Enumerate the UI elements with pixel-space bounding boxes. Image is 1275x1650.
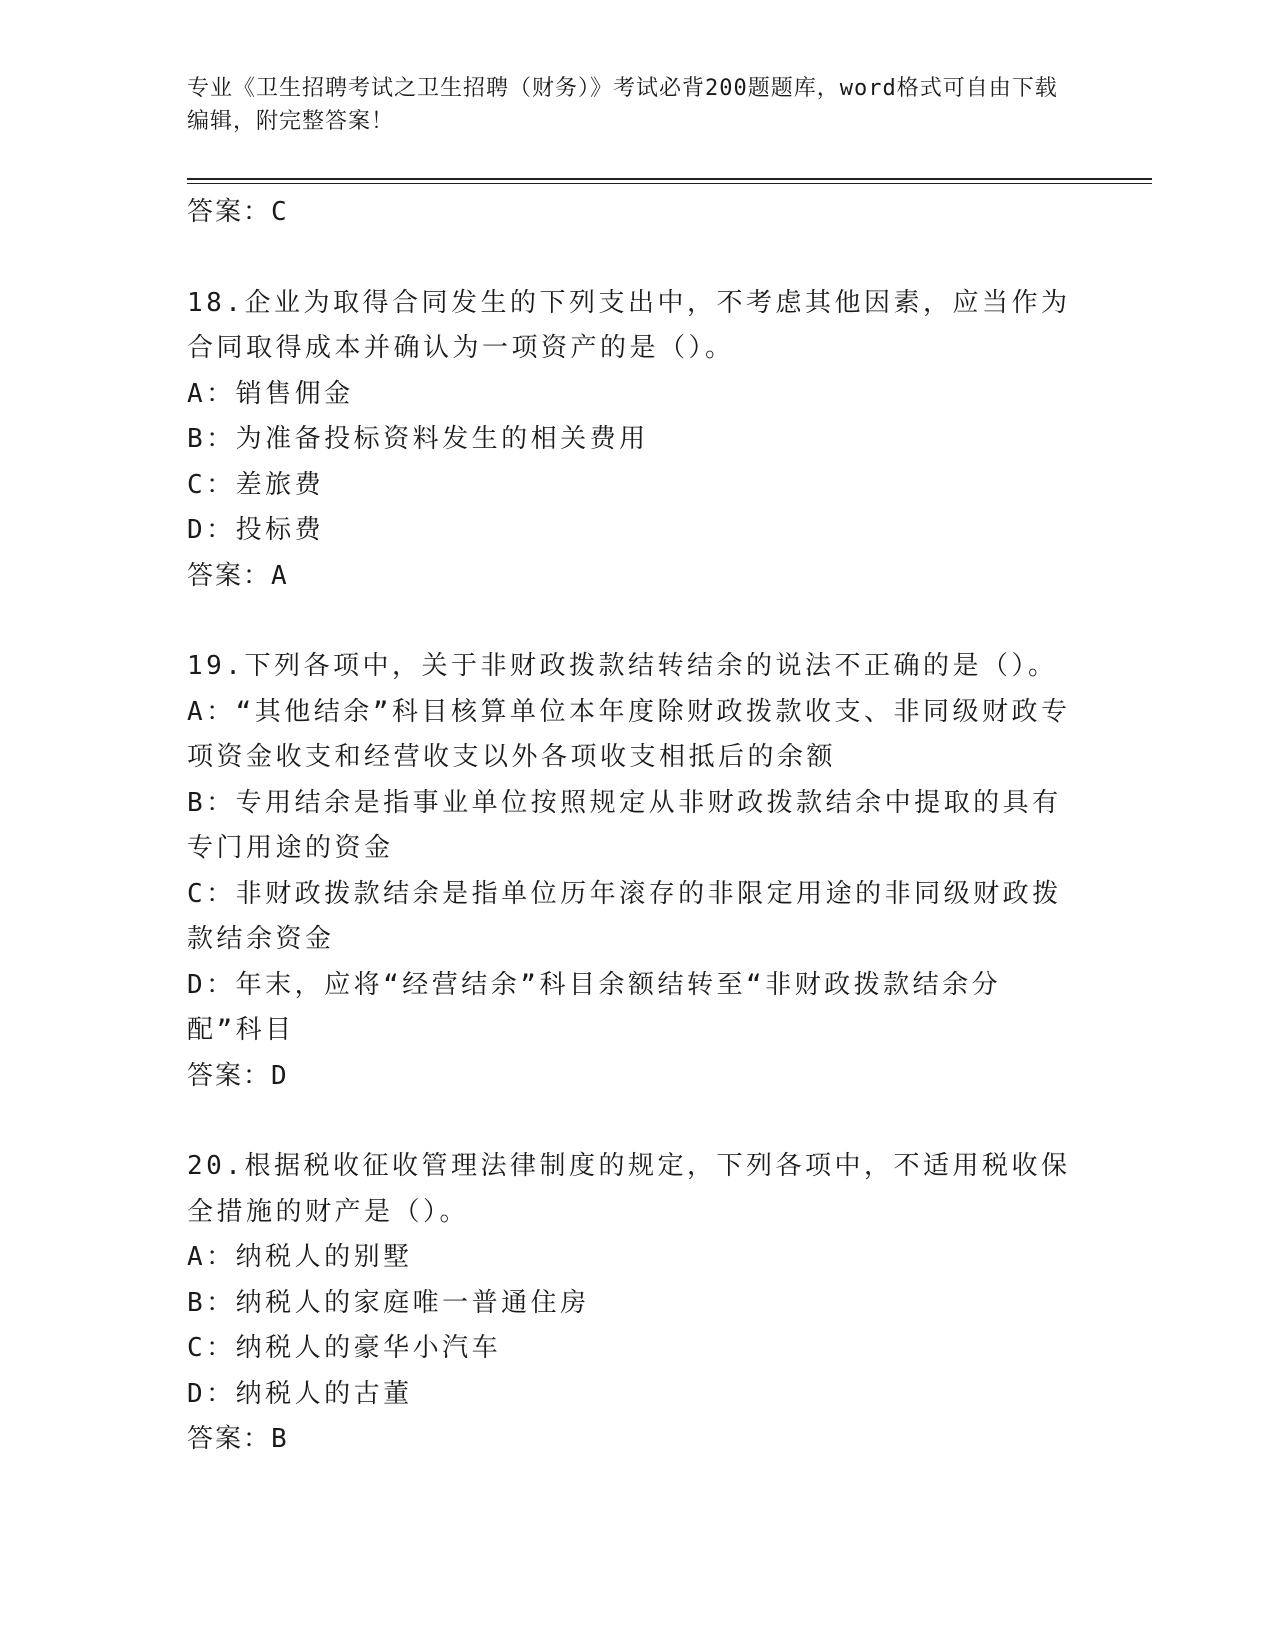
option-a: A：销售佣金 bbox=[187, 378, 354, 409]
answer-value: B bbox=[271, 1424, 289, 1454]
option-d: D：投标费 bbox=[187, 515, 325, 545]
document-header: 专业《卫生招聘考试之卫生招聘（财务）》考试必背200题题库，word格式可自由下载编辑，附完整答案！ bbox=[187, 76, 1058, 134]
answer-label: 答案： bbox=[187, 1424, 272, 1454]
option-b: B：纳税人的家庭唯一普通住房 bbox=[187, 1287, 590, 1318]
answer-label: 答案： bbox=[187, 197, 272, 227]
document-body bbox=[187, 190, 1077, 1463]
option-c: C：纳税人的豪华小汽车 bbox=[187, 1333, 502, 1363]
spacer bbox=[187, 1099, 1077, 1144]
option-b: B：专用结余是指事业单位按照规定从非财政拨款结余中提取的具有专门用途的资金 bbox=[187, 787, 1062, 863]
question-20 bbox=[187, 1144, 1077, 1463]
question-19 bbox=[187, 644, 1077, 1099]
question-stem: 20.根据税收征收管理法律制度的规定，下列各项中，不适用税收保全措施的财产是（）。 bbox=[187, 1151, 1071, 1227]
question-18 bbox=[187, 281, 1077, 600]
answer-line bbox=[187, 554, 1077, 600]
option-c: C：差旅费 bbox=[187, 469, 325, 500]
header-rule-thin bbox=[187, 183, 1152, 184]
answer-line bbox=[187, 1054, 1077, 1100]
answer-label: 答案： bbox=[187, 1060, 272, 1091]
option-d: D：纳税人的古董 bbox=[187, 1378, 413, 1409]
answer-line bbox=[187, 1417, 1077, 1463]
answer-value: A bbox=[271, 560, 289, 591]
question-stem: 19.下列各项中，关于非财政拨款结转结余的说法不正确的是（）。 bbox=[187, 651, 1058, 681]
answer-value: C bbox=[271, 197, 289, 227]
answer-value: D bbox=[271, 1060, 289, 1091]
option-a: A：“其他结余”科目核算单位本年度除财政拨款收支、非同级财政专项资金收支和经营收支以外各项收支相抵后的余额 bbox=[187, 696, 1071, 772]
option-b: B：为准备投标资料发生的相关费用 bbox=[187, 424, 649, 454]
spacer bbox=[187, 599, 1077, 644]
option-c: C：非财政拨款结余是指单位历年滚存的非限定用途的非同级财政拨款结余资金 bbox=[187, 878, 1062, 954]
header-rule-thick bbox=[187, 178, 1152, 180]
question-stem: 18.企业为取得合同发生的下列支出中，不考虑其他因素，应当作为合同取得成本并确认为一项资产的是（）。 bbox=[187, 287, 1071, 363]
option-d: D：年末，应将“经营结余”科目余额结转至“非财政拨款结余分配”科目 bbox=[187, 969, 1002, 1045]
answer-line bbox=[187, 190, 1077, 236]
answer-label: 答案： bbox=[187, 560, 272, 591]
spacer bbox=[187, 236, 1077, 281]
option-a: A：纳税人的别墅 bbox=[187, 1242, 413, 1272]
